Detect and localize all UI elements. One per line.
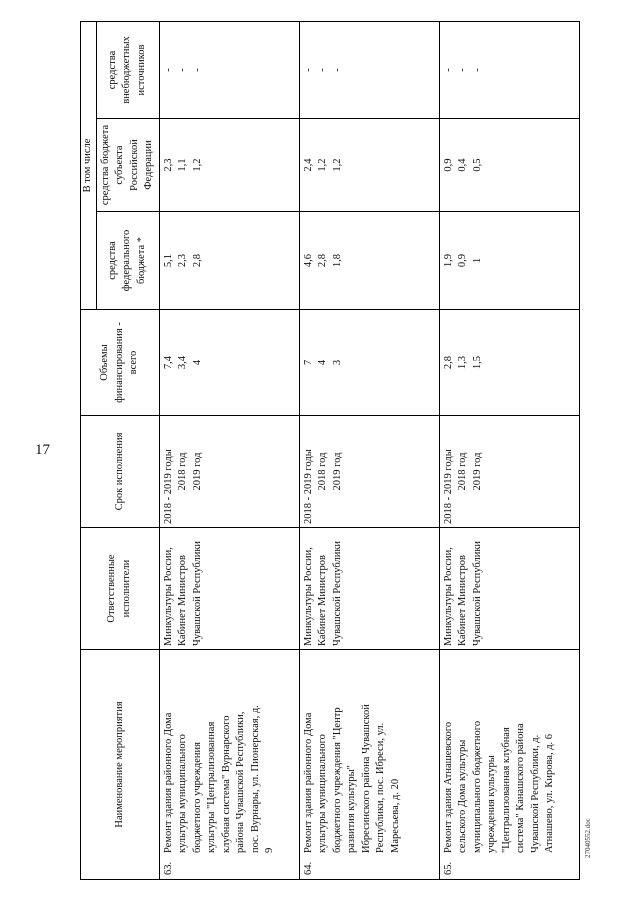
term-line: 2019 год <box>331 452 343 491</box>
federal-value: 2,8 <box>191 253 203 268</box>
regional-value-cell <box>299 119 439 212</box>
responsible-line-cell <box>299 528 439 650</box>
term-line: 2019 год <box>191 452 203 491</box>
term-line: 2018 - 2019 годы <box>302 449 314 524</box>
total-value: 4 <box>317 359 328 366</box>
total-value: 7 <box>302 359 314 366</box>
term-cell <box>439 416 579 528</box>
event-name-cell <box>439 650 579 880</box>
term-line: 2018 - 2019 годы <box>162 449 174 524</box>
row-number: 65. <box>442 861 454 875</box>
regional-value: 2,4 <box>302 158 314 172</box>
total-value: 3 <box>331 359 343 366</box>
total-value-cell <box>299 310 439 416</box>
regional-value: 0,5 <box>471 158 483 172</box>
extrabudget-value: - <box>177 68 188 72</box>
federal-value: 1 <box>471 257 483 264</box>
responsible-line: Чувашской Республики <box>471 540 483 646</box>
term-cell <box>299 416 439 528</box>
header-total: Объемы финансирования - всего <box>81 310 160 416</box>
event-name: Ремонт здания районного Дома культуры муниципального бюджетного учреждения "Центр развития культуры" Ибресинского района Чувашской Республики, пос. Ибреси, ул. Маресьева, д. 20 <box>302 704 401 853</box>
total-value: 1,5 <box>471 355 483 370</box>
total-value: 4 <box>191 359 203 366</box>
extrabudget-value: - <box>457 68 468 72</box>
term-line: 2018 - 2019 годы <box>442 449 454 524</box>
financing-table <box>80 21 580 880</box>
regional-value: 0,9 <box>442 158 454 172</box>
document-footer: 27040552.doc <box>584 818 592 858</box>
responsible-line: Кабинет Министров <box>317 554 328 646</box>
event-name-cell <box>299 650 439 880</box>
total-value: 7,4 <box>162 355 174 370</box>
row-number: 64. <box>302 861 314 875</box>
extrabudget-value: - <box>317 68 328 72</box>
term-line: 2018 год <box>177 452 188 491</box>
regional-value: 1,2 <box>317 158 328 172</box>
responsible-line: Минкультуры России, <box>442 547 454 646</box>
extrabudget-value-cell <box>159 21 299 118</box>
extrabudget-value: - <box>162 68 174 72</box>
header-regional: средства бюджета субъекта Российской Федерации <box>96 119 159 212</box>
regional-value: 1,1 <box>177 158 188 172</box>
header-term: Срок исполнения <box>81 416 160 528</box>
table-row <box>439 21 579 879</box>
header-extrabudget: средства внебюджетных источников <box>96 21 159 118</box>
header-name: Наименование мероприятия <box>81 650 160 880</box>
regional-value-cell <box>439 119 579 212</box>
federal-value-cell <box>299 212 439 310</box>
responsible-line: Кабинет Министров <box>457 554 468 646</box>
event-name-cell <box>159 650 299 880</box>
federal-value: 0,9 <box>457 253 468 268</box>
regional-value-cell <box>159 119 299 212</box>
federal-value: 4,6 <box>302 253 314 268</box>
row-number: 63. <box>162 861 174 875</box>
responsible-line: Чувашской Республики <box>331 540 343 646</box>
federal-value-cell <box>439 212 579 310</box>
header-federal: средства федерального бюджета * <box>96 212 159 310</box>
header-including: В том числе <box>81 21 97 309</box>
term-cell <box>159 416 299 528</box>
event-name: Ремонт здания Атнашевского сельского Дома культуры муниципального бюджетного учреждения культуры "Централизованная клубная система" Канашского района Чувашской Республики, д. Атнашево, ул. Кирова, д. 6 <box>442 720 555 853</box>
federal-value: 2,8 <box>317 253 328 268</box>
responsible-line: Минкультуры России, <box>162 547 174 646</box>
total-value-cell <box>439 310 579 416</box>
header-responsible: Ответственные исполнители <box>81 528 160 650</box>
total-value-cell <box>159 310 299 416</box>
table-row <box>159 21 299 879</box>
extrabudget-value: - <box>471 68 483 72</box>
regional-value: 0,4 <box>457 158 468 172</box>
federal-value-cell <box>159 212 299 310</box>
extrabudget-value: - <box>191 68 203 72</box>
regional-value: 2,3 <box>162 158 174 172</box>
responsible-line: Минкультуры России, <box>302 547 314 646</box>
extrabudget-value: - <box>302 68 314 72</box>
federal-value: 1,9 <box>442 253 454 268</box>
total-value: 2,8 <box>442 355 454 370</box>
event-name: Ремонт здания районного Дома культуры муниципального бюджетного учреждения культуры "Централизованная клубная система" Вурнарского района Чувашской Республики, пос. Вурнары, ул. Пионерская, д. 9 <box>162 705 275 853</box>
total-value: 3,4 <box>177 355 188 370</box>
federal-value: 2,3 <box>177 253 188 268</box>
extrabudget-value: - <box>331 68 343 72</box>
regional-value: 1,2 <box>331 158 343 172</box>
regional-value: 1,2 <box>191 158 203 172</box>
responsible-line-cell <box>159 528 299 650</box>
federal-value: 1,8 <box>331 253 343 268</box>
table-row <box>299 21 439 879</box>
responsible-line-cell <box>439 528 579 650</box>
extrabudget-value: - <box>442 68 454 72</box>
term-line: 2018 год <box>457 452 468 491</box>
extrabudget-value-cell <box>299 21 439 118</box>
responsible-line: Чувашской Республики <box>191 540 203 646</box>
total-value: 1,3 <box>457 355 468 370</box>
rotated-table-page <box>80 22 615 880</box>
term-line: 2019 год <box>471 452 483 491</box>
federal-value: 5,1 <box>162 253 174 268</box>
extrabudget-value-cell <box>439 21 579 118</box>
responsible-line: Кабинет Министров <box>177 554 188 646</box>
term-line: 2018 год <box>317 452 328 491</box>
page-number: 17 <box>35 442 50 458</box>
